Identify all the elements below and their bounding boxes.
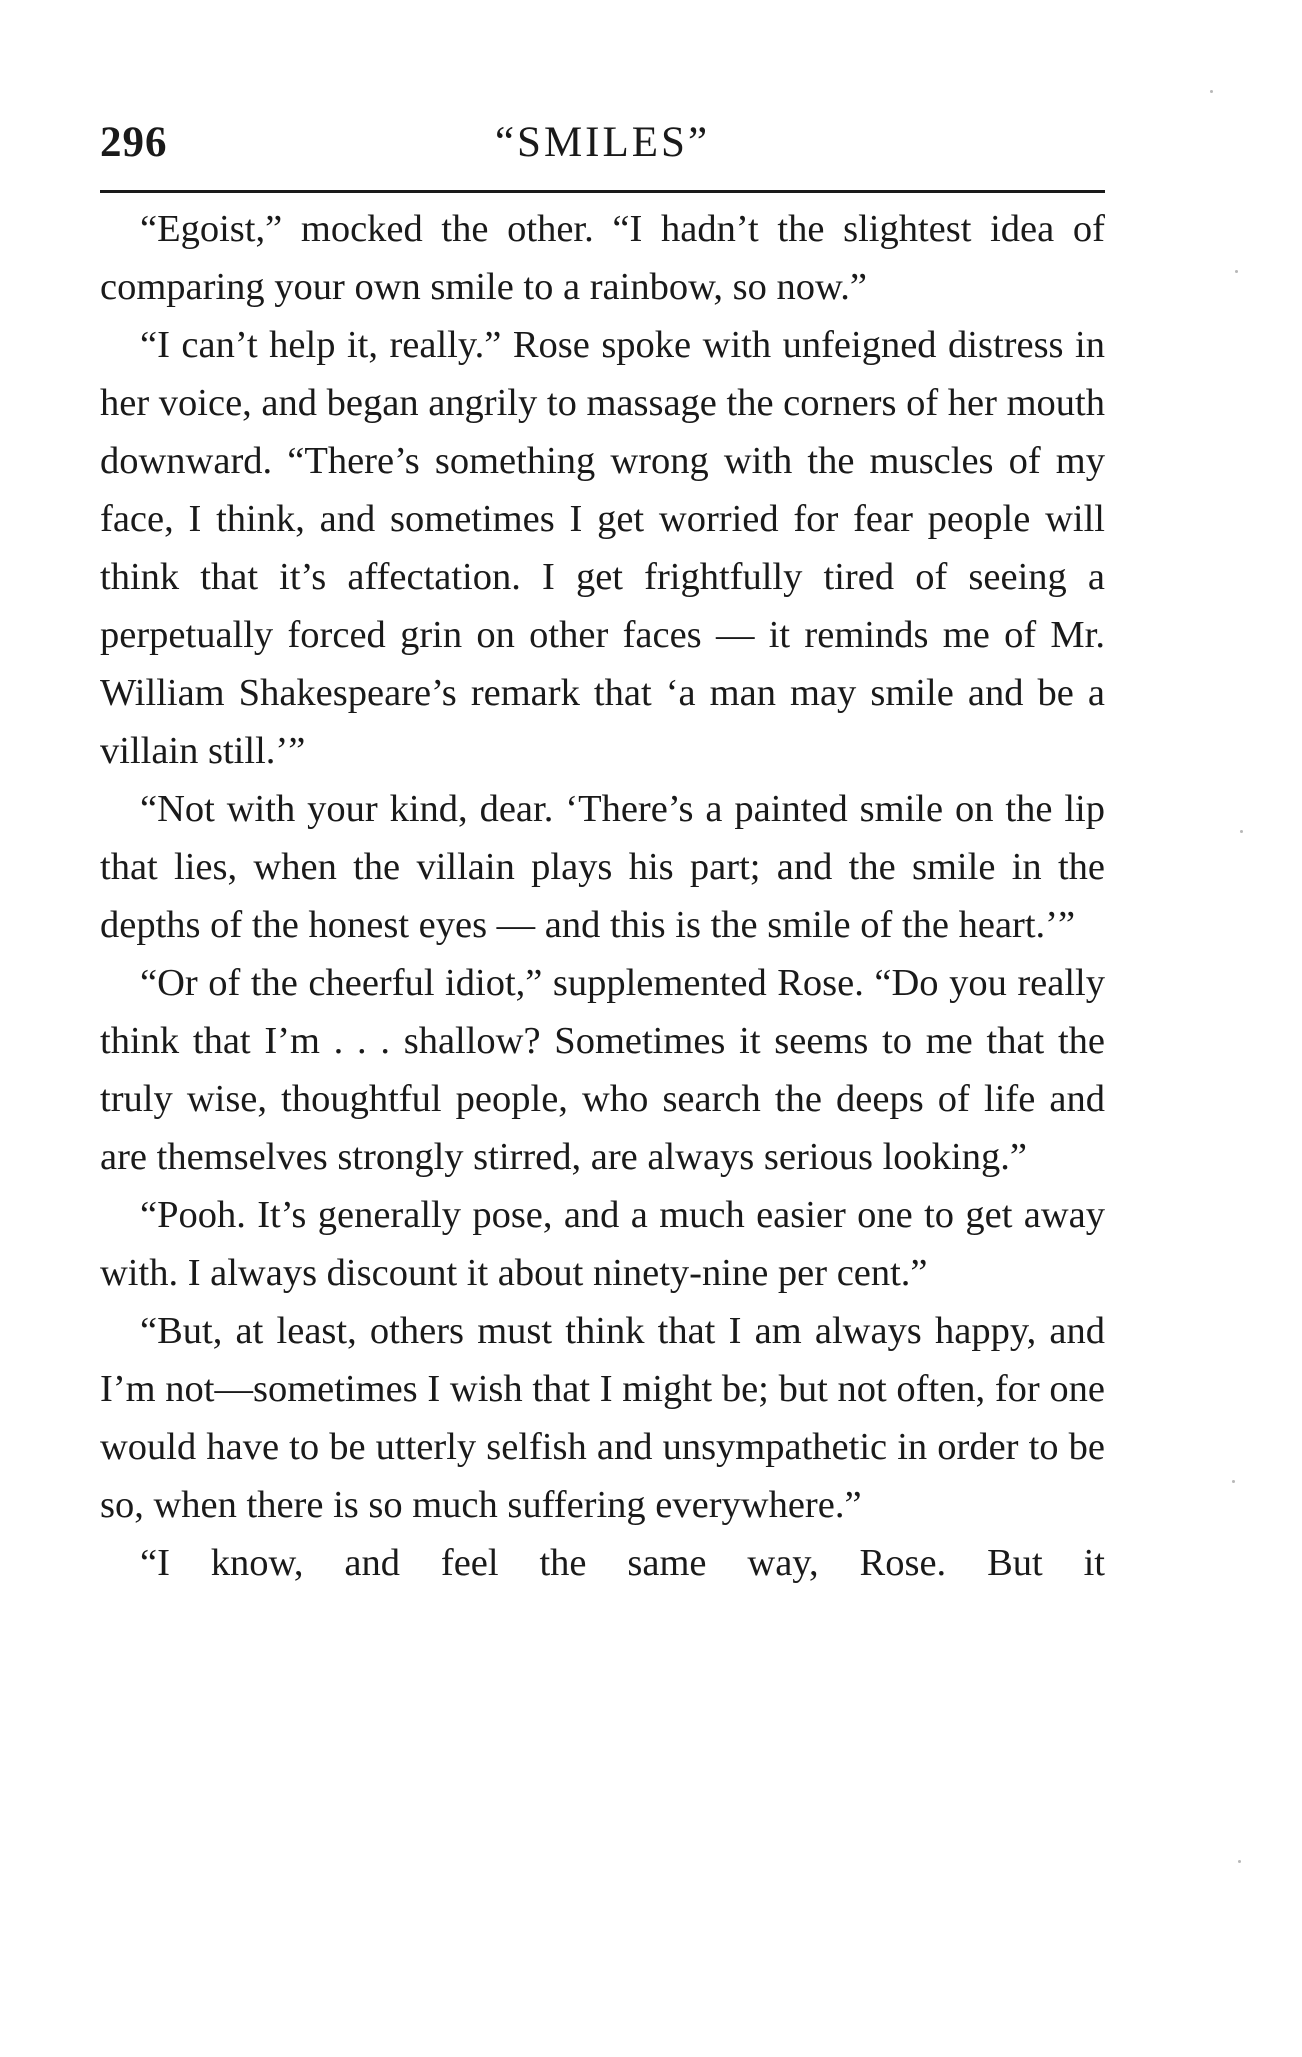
header-rule [100,190,1105,193]
paragraph-i-know: “I know, and feel the same way, Rose. But it [140,1542,1105,1584]
scan-speck [1240,830,1243,833]
body-text [100,200,1105,1592]
page-number: 296 [100,119,168,166]
scan-speck [1235,270,1238,273]
scan-speck [1210,90,1213,93]
running-title: “SMILES” [494,119,711,166]
paragraph-not-with-your-kind: “Not with your kind, dear. ‘There’s a painted smile on the lip that lies, when the villain plays his part; and the smile in the depths of the honest eyes — and this is the smile of the heart.’” [100,788,1105,946]
paragraph-pooh: “Pooh. It’s generally pose, and a much easier one to get away with. I always discount it about ninety-nine per cent.” [100,1194,1105,1294]
running-head [100,118,1105,178]
paragraph-but-at-least: “But, at least, others must think that I am always happy, and I’m not—sometimes I wish that I might be; but not often, for one would have to be utterly selfish and unsympathetic in order to be so, when there is so much suffering everywhere.” [100,1310,1105,1526]
paragraph-egoist: “Egoist,” mocked the other. “I hadn’t the slightest idea of comparing your own smile to a rainbow, so now.” [100,208,1105,308]
paragraph-cant-help-it: “I can’t help it, really.” Rose spoke with unfeigned distress in her voice, and began angrily to massage the corners of her mouth downward. “There’s something wrong with the muscles of my face, I think, and sometimes I get worried for fear people will think that it’s affectation. I get frightfully tired of seeing a perpetually forced grin on other faces — it reminds me of Mr. William Shakespeare’s remark that ‘a man may smile and be a villain still.’” [100,324,1105,772]
paragraph-cheerful-idiot: “Or of the cheerful idiot,” supplemented Rose. “Do you really think that I’m . . . shallow? Sometimes it seems to me that the truly wise, thoughtful people, who search the deeps of life and are themselves strongly stirred, are always serious looking.” [100,962,1105,1178]
scan-speck [1232,1480,1235,1483]
scan-speck [1238,1860,1241,1863]
